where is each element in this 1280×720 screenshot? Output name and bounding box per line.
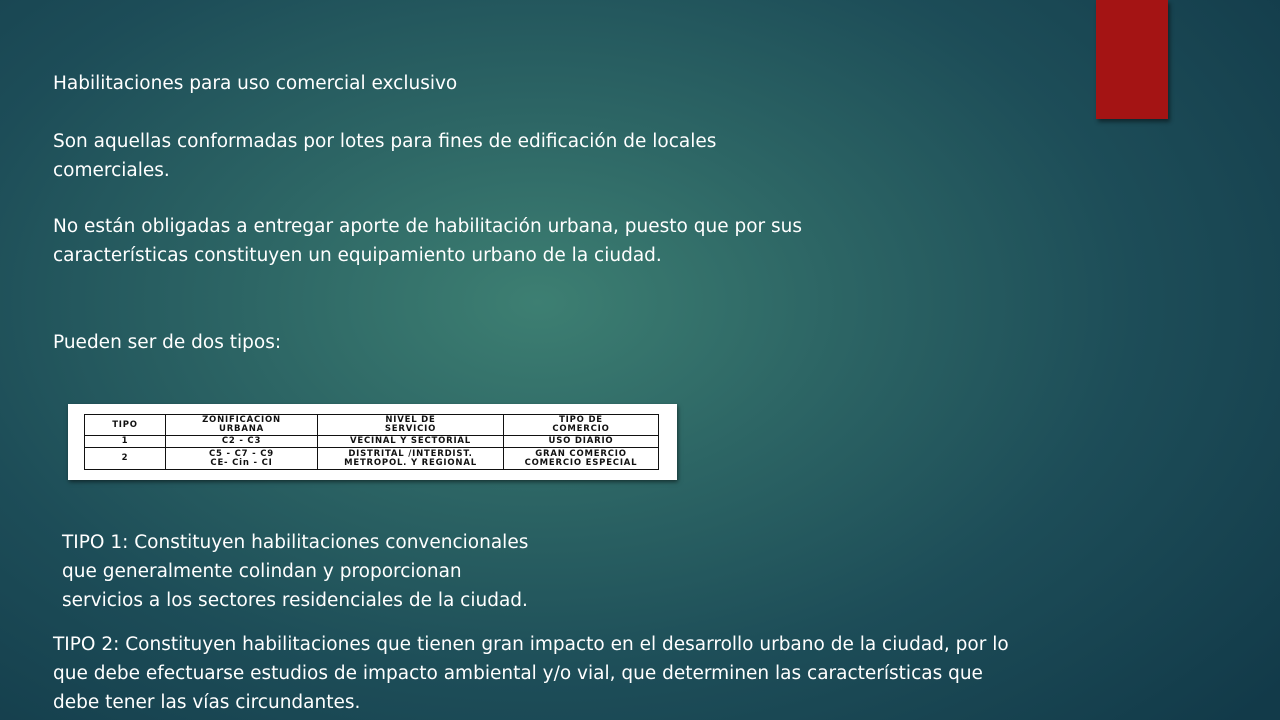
cell-text: DISTRITAL /INTERDIST. — [348, 448, 473, 459]
header-text: URBANA — [219, 424, 264, 434]
table-row — [85, 448, 659, 470]
tipo1-line: servicios a los sectores residenciales de la ciudad. — [62, 590, 528, 611]
zoning-table-image — [68, 404, 677, 480]
cell-text: COMERCIO ESPECIAL — [524, 457, 638, 468]
table-row — [85, 436, 659, 448]
table-cell — [318, 448, 504, 470]
cell-text: C5 - C7 - C9 — [209, 448, 274, 459]
tipo2-line: TIPO 2: Constituyen habilitaciones que tienen gran impacto en el desarrollo urbano de la ciudad, por lo — [53, 634, 1009, 655]
header-text: TIPO — [112, 419, 138, 430]
header-text: SERVICIO — [384, 424, 437, 434]
header-nivel — [318, 415, 504, 436]
cell-text: 1 — [121, 436, 129, 446]
intro-line: Son aquellas conformadas por lotes para fines de edificación de locales — [53, 131, 717, 152]
header-text: COMERCIO — [552, 424, 610, 434]
tipo1-line: TIPO 1: Constituyen habilitaciones convencionales — [62, 532, 529, 553]
no-aporte-line: No están obligadas a entregar aporte de habilitación urbana, puesto que por sus — [53, 216, 803, 237]
header-text: TIPO DE — [559, 415, 603, 425]
table-cell — [85, 448, 166, 470]
header-zonificacion — [166, 415, 318, 436]
cell-text: VECINAL Y SECTORIAL — [349, 436, 472, 446]
table-cell — [85, 436, 166, 448]
table-cell — [166, 448, 318, 470]
cell-text: CE- Cin - CI — [210, 457, 273, 468]
header-tipo — [85, 415, 166, 436]
table-cell — [504, 448, 659, 470]
no-aporte-line: características constituyen un equipamiento urbano de la ciudad. — [53, 245, 662, 266]
tipo1-line: que generalmente colindan y proporcionan — [62, 561, 462, 582]
table-header-row — [85, 415, 659, 436]
cell-text: 2 — [121, 453, 129, 463]
tipos-intro-text: Pueden ser de dos tipos: — [53, 332, 282, 353]
tipo2-paragraph — [53, 630, 1009, 717]
accent-bar — [1096, 0, 1168, 119]
table-cell — [504, 436, 659, 448]
intro-paragraph — [53, 127, 716, 185]
zoning-table — [84, 414, 659, 470]
cell-text: C2 - C3 — [221, 436, 262, 446]
cell-text: METROPOL. Y REGIONAL — [344, 457, 477, 468]
slide-heading: Habilitaciones para uso comercial exclusivo — [53, 73, 458, 94]
table-cell — [166, 436, 318, 448]
cell-text: USO DIARIO — [548, 436, 614, 446]
table-cell — [318, 436, 504, 448]
cell-text: GRAN COMERCIO — [535, 448, 627, 459]
header-text: ZONIFICACION — [202, 415, 281, 425]
intro-line: comerciales. — [53, 160, 170, 181]
header-text: NIVEL DE — [385, 415, 436, 425]
tipo2-line: debe tener las vías circundantes. — [53, 692, 361, 713]
tipo1-paragraph — [62, 528, 528, 615]
no-aporte-paragraph — [53, 212, 802, 270]
tipo2-line: que debe efectuarse estudios de impacto ambiental y/o vial, que determinen las características que — [53, 663, 983, 684]
header-tipo-comercio — [504, 415, 659, 436]
